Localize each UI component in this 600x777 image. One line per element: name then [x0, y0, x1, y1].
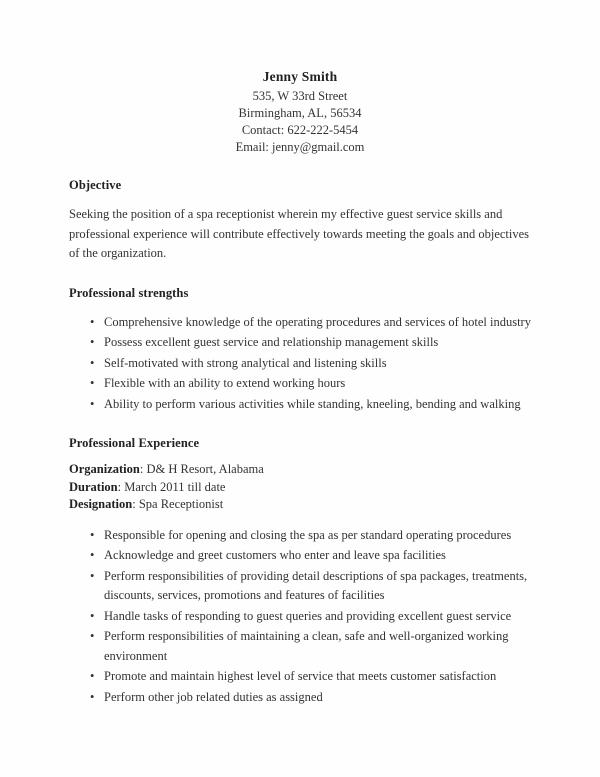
strengths-heading: Professional strengths: [69, 285, 189, 300]
list-item-text: Acknowledge and greet customers who enter and leave spa facilities: [104, 548, 446, 562]
bullet-icon: •: [90, 314, 95, 329]
list-item-text: Perform other job related duties as assigned: [104, 689, 323, 704]
bullet-icon: •: [90, 376, 95, 390]
experience-heading: Professional Experience: [69, 436, 200, 450]
list-item: [69, 688, 531, 708]
bullet-icon: •: [90, 689, 95, 704]
bullet-icon: •: [90, 568, 95, 583]
bullet-icon: •: [90, 608, 95, 623]
list-item-text: Promote and maintain highest level of service that meets customer satisfaction: [104, 669, 497, 683]
street-address: 535, W 33rd Street: [252, 89, 348, 103]
list-item: [69, 374, 531, 394]
list-item-text: Self-motivated with strong analytical and listening skills: [104, 355, 387, 370]
list-item: [69, 333, 531, 353]
list-item: [69, 395, 531, 415]
objective-heading: Objective: [69, 178, 122, 192]
candidate-name: Jenny Smith: [262, 69, 338, 84]
list-item-text: Perform responsibilities of providing detail descriptions of spa packages, treatments, discounts, services, promotions and features of facilities: [104, 568, 528, 602]
strengths-section: [69, 286, 531, 415]
organization-value: D& H Resort, Alabama: [146, 462, 264, 476]
designation-separator: :: [132, 497, 139, 511]
bullet-icon: •: [90, 669, 95, 683]
list-item-text: Flexible with an ability to extend working hours: [104, 376, 346, 390]
objective-text: Seeking the position of a spa receptionist wherein my effective guest service skills and professional experience will contribute effectively towards meeting the goals and objectives of the organization.: [69, 207, 530, 260]
email-line: Email: jenny@gmail.com: [235, 140, 365, 154]
list-item: [69, 354, 531, 374]
designation-value: Spa Receptionist: [138, 497, 224, 511]
list-item: [69, 667, 531, 687]
designation-label: Designation: [69, 497, 133, 511]
experience-section: [69, 436, 531, 707]
list-item-text: Perform responsibilities of maintaining a clean, safe and well-organized working environment: [104, 629, 509, 663]
experience-list: [69, 526, 531, 708]
phone-line: Contact: 622-222-5454: [241, 123, 359, 137]
designation-row: [69, 496, 531, 514]
list-item-text: Responsible for opening and closing the spa as per standard operating procedures: [104, 527, 512, 542]
organization-label: Organization: [69, 462, 140, 476]
list-item: [69, 567, 531, 606]
list-item: [69, 313, 531, 333]
bullet-icon: •: [90, 335, 95, 349]
strengths-list: [69, 313, 531, 415]
bullet-icon: •: [90, 396, 95, 411]
bullet-icon: •: [90, 527, 95, 542]
list-item-text: Comprehensive knowledge of the operating procedures and services of hotel industry: [104, 314, 531, 329]
list-item: [69, 627, 531, 666]
organization-separator: :: [139, 462, 147, 476]
duration-row: [69, 479, 531, 497]
bullet-icon: •: [90, 548, 95, 562]
list-item: [69, 546, 531, 566]
bullet-icon: •: [90, 355, 95, 370]
list-item-text: Possess excellent guest service and relationship management skills: [104, 335, 439, 349]
duration-separator: :: [117, 479, 125, 494]
objective-section: [69, 178, 531, 264]
organization-row: [69, 461, 531, 479]
duration-label: Duration: [69, 479, 118, 494]
job-meta-block: [69, 461, 531, 514]
contact-block: [69, 88, 531, 156]
list-item: [69, 526, 531, 546]
city-state-zip: Birmingham, AL, 56534: [238, 106, 362, 120]
list-item-text: Handle tasks of responding to guest queries and providing excellent guest service: [104, 608, 512, 623]
bullet-icon: •: [90, 629, 95, 643]
list-item: [69, 607, 531, 627]
duration-value: March 2011 till date: [124, 479, 226, 494]
list-item-text: Ability to perform various activities while standing, kneeling, bending and walking: [104, 396, 521, 411]
resume-header: [69, 0, 531, 156]
